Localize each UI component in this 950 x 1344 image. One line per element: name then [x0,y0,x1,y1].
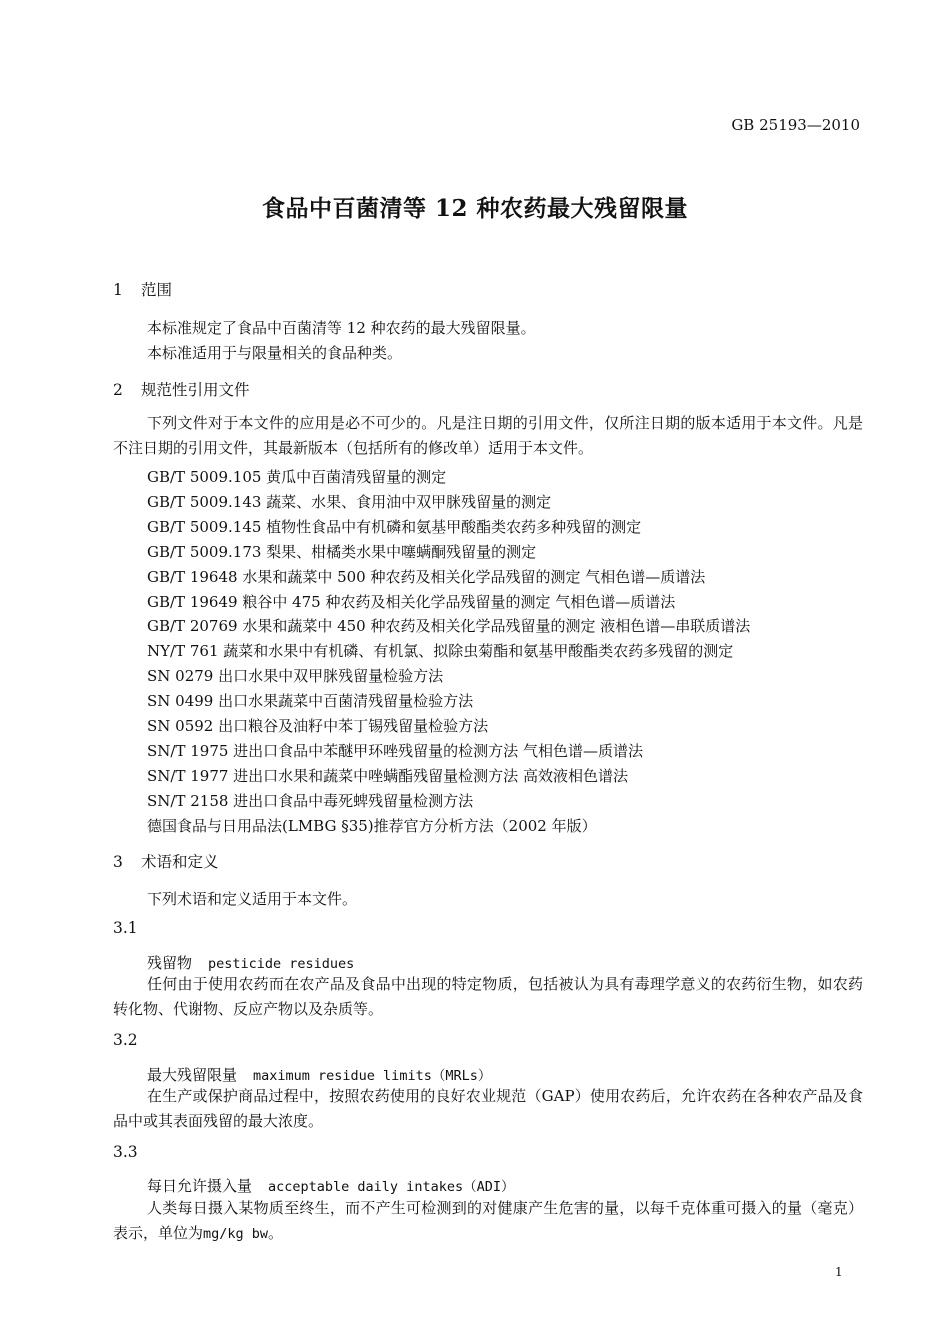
reference-item: SN 0592 出口粮谷及油籽中苯丁锡残留量检验方法 [147,717,489,735]
reference-item: GB/T 5009.145 植物性食品中有机磷和氨基甲酸酯类农药多种残留的测定 [147,518,642,536]
reference-item: GB/T 19649 粮谷中 475 种农药及相关化学品残留量的测定 气相色谱—质谱法 [147,593,676,611]
section-number: 2 [113,381,123,399]
term-english: acceptable daily intakes（ADI） [268,1179,515,1195]
section-1-heading [113,278,172,300]
term-english: maximum residue limits（MRLs） [253,1068,492,1084]
reference-item: GB/T 20769 水果和蔬菜中 450 种农药及相关化学品残留量的测定 液相色谱—串联质谱法 [147,617,751,635]
reference-item: GB/T 19648 水果和蔬菜中 500 种农药及相关化学品残留的测定 气相色谱—质谱法 [147,568,706,586]
term-number: 3.1 [113,919,138,937]
term-chinese: 每日允许摄入量 [147,1177,253,1195]
term-definition-end: 。 [268,1224,284,1242]
term-heading [147,1175,514,1196]
section-3-heading [113,850,219,872]
reference-item: SN 0499 出口水果蔬菜中百菌清残留量检验方法 [147,692,474,710]
reference-item: SN/T 1975 进出口食品中苯醚甲环唑残留量的检测方法 气相色谱—质谱法 [147,742,643,760]
reference-item: NY/T 761 蔬菜和水果中有机磷、有机氯、拟除虫菊酯和氨基甲酸酯类农药多残留的测定 [147,642,734,660]
reference-item: SN/T 1977 进出口水果和蔬菜中唑螨酯残留量检测方法 高效液相色谱法 [147,767,628,785]
reference-item: GB/T 5009.143 蔬菜、水果、食用油中双甲脒残留量的测定 [147,493,552,511]
section-title: 规范性引用文件 [141,381,250,399]
reference-item: SN/T 2158 进出口食品中毒死蜱残留量检测方法 [147,792,474,810]
section-number: 3 [113,853,123,871]
term-number: 3.2 [113,1031,138,1049]
term-chinese: 残留物 [147,954,193,972]
document-title: 食品中百菌清等 12 种农药最大残留限量 [261,195,689,222]
term-english: pesticide residues [208,956,355,972]
reference-item: 德国食品与日用品法(LMBG §35)推荐官方分析方法（2002 年版） [147,817,597,835]
reference-item: GB/T 5009.173 梨果、柑橘类水果中噻螨酮残留量的测定 [147,543,537,561]
term-definition-text: 人类每日摄入某物质至终生，而不产生可检测到的对健康产生危害的量，以每千克体重可摄入的量（毫克）表示，单位为 [113,1199,863,1242]
section-number: 1 [113,281,123,299]
section-title: 术语和定义 [141,853,219,871]
term-definition: 任何由于使用农药而在农产品及食品中出现的特定物质，包括被认为具有毒理学意义的农药衍生物，如农药转化物、代谢物、反应产物以及杂质等。 [113,975,863,1018]
term-number: 3.3 [113,1143,138,1161]
reference-item: SN 0279 出口水果中双甲脒残留量检验方法 [147,667,444,685]
term-definition: 在生产或保护商品过程中，按照农药使用的良好农业规范（GAP）使用农药后，允许农药在各种农产品及食品中或其表面残留的最大浓度。 [113,1087,863,1130]
term-chinese: 最大残留限量 [147,1066,238,1084]
unit-text: mg/kg bw [203,1226,269,1242]
section-2-intro: 下列文件对于本文件的应用是必不可少的。凡是注日期的引用文件，仅所注日期的版本适用于本文件。凡是不注日期的引用文件，其最新版本（包括所有的修改单）适用于本文件。 [113,414,863,457]
term-heading [147,952,354,973]
section-1-paragraph: 本标准适用于与限量相关的食品种类。 [147,344,403,362]
section-3-intro: 下列术语和定义适用于本文件。 [147,890,358,908]
reference-item: GB/T 5009.105 黄瓜中百菌清残留量的测定 [147,468,447,486]
section-2-heading [113,378,250,400]
section-1-paragraph: 本标准规定了食品中百菌清等 12 种农药的最大残留限量。 [147,319,536,337]
page-number: 1 [835,1265,843,1279]
section-title: 范围 [141,281,173,299]
standard-code: GB 25193—2010 [731,116,860,134]
term-definition [113,1196,863,1247]
term-heading [147,1064,491,1085]
